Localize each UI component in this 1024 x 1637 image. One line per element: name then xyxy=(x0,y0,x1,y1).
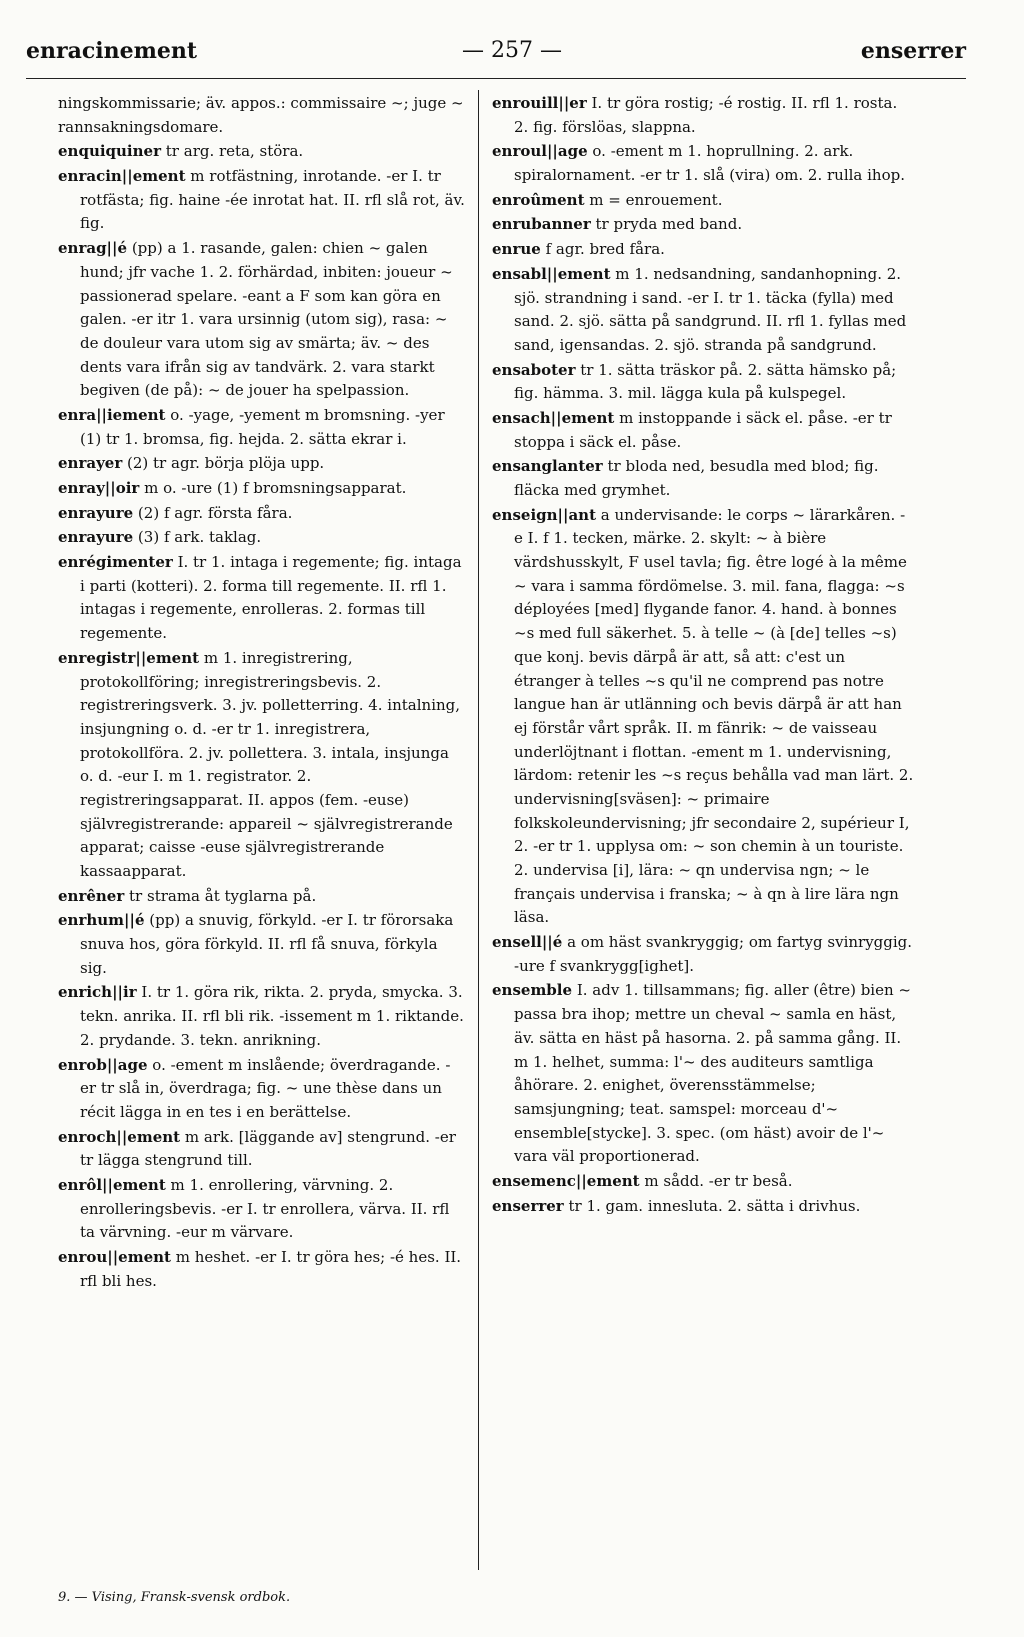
entry-headword: ensabl||ement xyxy=(492,264,611,283)
dictionary-entry xyxy=(492,1170,914,1194)
dictionary-entry xyxy=(58,92,466,139)
dictionary-entry xyxy=(492,213,914,237)
entry-headword: enrue xyxy=(492,240,541,259)
dictionary-entry xyxy=(492,931,914,978)
entry-definition: I. adv 1. tillsammans; fig. aller (être) bien ~ passa bra ihop; mettre un cheval ~ samla en häst, äv. sätta en häst på hasorna. 2. på samma gång. II. m 1. helhet, summa: l'~ des auditeurs samtliga åhörare. 2. enighet, överensstämmelse; samsjungning; teat. samspel: morceau d'~ ensemble[stycke]. 3. spec. (om häst) avoir de l'~ vara väl proportionerad. xyxy=(514,981,911,1166)
entry-headword: ensanglanter xyxy=(492,457,603,476)
entry-definition: m o. -ure (1) f bromsningsapparat. xyxy=(144,479,407,497)
entry-definition: (pp) a 1. rasande, galen: chien ~ galen hund; jfr vache 1. 2. förhärdad, inbiten: joueur ~ passionerad spelare. -eant a F som kan göra en galen. -er itr 1. vara ursinnig (utom sig), rasa: ~ de douleur vara utom sig av smärta; äv. ~ des dents vara ifrån sig av tandvärk. 2. vara starkt begiven (de på): ~ de jouer ha spelpassion. xyxy=(80,239,453,400)
entry-definition: m 1. enrollering, värvning. 2. enrolleringsbevis. -er I. tr enrollera, värva. II. rfl ta värvning. -eur m värvare. xyxy=(80,1175,450,1242)
entry-definition: (pp) a snuvig, förkyld. -er I. tr förorsaka snuva hos, göra förkyld. II. rfl få snuva, förkyla sig. xyxy=(80,911,454,977)
entry-headword: enrayure xyxy=(58,503,134,522)
entry-definition: I. tr 1. intaga i regemente; fig. intaga i parti (kotteri). 2. forma till regemente. II. rfl 1. intagas i regemente, enrolleras. 2. formas till regemente. xyxy=(80,553,462,643)
dictionary-entry xyxy=(492,979,914,1169)
entry-definition: m heshet. -er I. tr göra hes; -é hes. II. rfl bli hes. xyxy=(80,1248,462,1290)
entry-definition: (2) tr agr. börja plöja upp. xyxy=(127,454,325,473)
page-footer: 9. — Vising, Fransk-svensk ordbok. xyxy=(58,1590,291,1605)
page-header xyxy=(0,38,1024,68)
entry-definition: m ark. [läggande av] stengrund. -er tr lägga stengrund till. xyxy=(80,1127,456,1170)
entry-definition: a om häst svankryggig; om fartyg svinryggig. -ure f svankrygg[ighet]. xyxy=(514,933,913,975)
entry-headword: ensemble xyxy=(492,981,573,1000)
entry-definition: tr pryda med band. xyxy=(595,215,743,234)
dictionary-entry xyxy=(58,1054,466,1125)
dictionary-entry xyxy=(492,140,914,187)
entry-definition: tr strama åt tyglarna på. xyxy=(129,886,317,905)
dictionary-entry xyxy=(492,263,914,358)
entry-definition: o. -yage, -yement m bromsning. -yer (1) tr 1. bromsa, fig. hejda. 2. sätta ekrar i. xyxy=(80,405,445,448)
column-divider xyxy=(478,90,479,1570)
entry-definition: m rotfästning, inrotande. -er I. tr rotfästa; fig. haine -ée inrotat hat. II. rfl slå rot, äv. fig. xyxy=(80,167,465,233)
entry-definition: tr 1. gam. innesluta. 2. sätta i drivhus. xyxy=(568,1196,861,1215)
dictionary-entry xyxy=(58,165,466,236)
dictionary-entry xyxy=(58,1174,466,1245)
entry-definition: o. -ement m 1. hoprullning. 2. ark. spiralornament. -er tr 1. slå (vira) om. 2. rulla ihop. xyxy=(514,142,905,185)
entry-headword: enrob||age xyxy=(58,1055,148,1074)
entry-headword: ensach||ement xyxy=(492,408,615,427)
entry-headword: enrag||é xyxy=(58,239,128,258)
entry-headword: enroûment xyxy=(492,190,585,209)
entry-definition: tr bloda ned, besudla med blod; fig. fläcka med grymhet. xyxy=(514,457,879,499)
dictionary-entry xyxy=(58,452,466,476)
entry-headword: enracin||ement xyxy=(58,167,186,186)
entry-headword: enra||iement xyxy=(58,405,166,424)
dictionary-entry xyxy=(58,404,466,451)
dictionary-entry xyxy=(58,237,466,403)
entry-headword: enrouill||er xyxy=(492,94,587,112)
dictionary-entry xyxy=(58,647,466,884)
entry-headword: enrayer xyxy=(58,454,123,473)
entry-definition: tr arg. reta, störa. xyxy=(165,142,304,161)
entry-definition: m sådd. -er tr beså. xyxy=(644,1171,793,1190)
page-number: — 257 — xyxy=(462,38,562,63)
entry-headword: enrich||ir xyxy=(58,983,137,1002)
entry-definition: o. -ement m inslående; överdragande. -er tr slå in, överdraga; fig. ~ une thèse dans un récit lägga in en tes i en berättelse. xyxy=(80,1055,451,1121)
dictionary-entry xyxy=(492,1195,914,1219)
dictionary-entry xyxy=(58,1246,466,1293)
entry-definition: (2) f agr. första fåra. xyxy=(137,503,293,522)
dictionary-entry xyxy=(492,504,914,930)
header-rule xyxy=(26,78,966,79)
dictionary-entry xyxy=(492,238,914,262)
dictionary-entry xyxy=(58,909,466,980)
entry-headword: enrayure xyxy=(58,528,134,547)
entry-headword: enregistr||ement xyxy=(58,648,200,667)
dictionary-entry xyxy=(492,359,914,406)
dictionary-entry xyxy=(58,885,466,909)
dictionary-entry xyxy=(492,189,914,213)
header-first-word: enracinement xyxy=(26,38,198,64)
entry-headword: enrégimenter xyxy=(58,553,173,572)
entry-definition: m 1. nedsandning, sandanhopning. 2. sjö. strandning i sand. -er I. tr 1. täcka (fylla) med sand. 2. sjö. sätta på sandgrund. II. rfl 1. fyllas med sand, igensandas. 2. sjö. stranda på sandgrund. xyxy=(514,264,907,354)
dictionary-entry xyxy=(58,526,466,550)
entry-definition: ningskommissarie; äv. appos.: commissaire ~; juge ~ rannsakningsdomare. xyxy=(58,94,464,136)
dictionary-entry xyxy=(492,407,914,454)
entry-headword: enquiquiner xyxy=(58,142,161,161)
entry-headword: enseign||ant xyxy=(492,505,596,524)
entry-definition: tr 1. sätta träskor på. 2. sätta hämsko på; fig. hämma. 3. mil. lägga kula på kulspegel. xyxy=(514,360,897,403)
entry-headword: enrhum||é xyxy=(58,911,145,930)
entry-headword: ensemenc||ement xyxy=(492,1171,640,1190)
entry-definition: m 1. inregistrering, protokollföring; inregistreringsbevis. 2. registreringsverk. 3. jv. polletterring. 4. intalning, insjungning o. d. -er tr 1. inregistrera, protokollföra. 2. jv. pollettera. 3. intala, insjunga o. d. -eur I. m 1. registrator. 2. registreringsapparat. II. appos (fem. -euse) självregistrerande: appareil ~ självregistrerande apparat; caisse -euse självregistrerande kassaapparat. xyxy=(80,648,461,880)
entry-definition: f agr. bred fåra. xyxy=(545,240,665,259)
entry-definition: I. tr göra rostig; -é rostig. II. rfl 1. rosta. 2. fig. förslöas, slappna. xyxy=(514,94,898,136)
entry-definition: (3) f ark. taklag. xyxy=(137,528,262,547)
entry-headword: enrôl||ement xyxy=(58,1175,166,1194)
entry-headword: enray||oir xyxy=(58,479,140,497)
entry-definition: m = enrouement. xyxy=(589,190,723,209)
dictionary-entry xyxy=(492,92,914,139)
entry-definition: I. tr 1. göra rik, rikta. 2. pryda, smycka. 3. tekn. anrika. II. rfl bli rik. -issement m 1. riktande. 2. prydande. 3. tekn. anrikning. xyxy=(80,983,464,1049)
dictionary-entry xyxy=(58,502,466,526)
entry-headword: enserrer xyxy=(492,1196,564,1215)
entry-definition: m instoppande i säck el. påse. -er tr stoppa i säck el. påse. xyxy=(514,408,892,451)
entry-headword: enrêner xyxy=(58,886,125,905)
dictionary-entry xyxy=(58,140,466,164)
entry-headword: enroch||ement xyxy=(58,1127,181,1146)
dictionary-entry xyxy=(58,981,466,1052)
right-column xyxy=(492,92,914,1219)
entry-headword: ensell||é xyxy=(492,933,563,952)
header-last-word: enserrer xyxy=(860,38,966,64)
entry-headword: enrubanner xyxy=(492,215,591,234)
dictionary-entry xyxy=(58,1126,466,1173)
dictionary-entry xyxy=(58,477,466,501)
entry-headword: enroul||age xyxy=(492,142,588,161)
entry-headword: ensaboter xyxy=(492,360,576,379)
dictionary-entry xyxy=(492,455,914,502)
entry-headword: enrou||ement xyxy=(58,1248,171,1266)
entry-definition: a undervisande: le corps ~ lärarkåren. -e I. f 1. tecken, märke. 2. skylt: ~ à bière värdshusskylt, F usel tavla; fig. être logé à la même ~ vara i samma fördömelse. 3. mil. fana, flagga: ~s déployées [med] flygande fanor. 4. hand. à bonnes ~s med full säkerhet. 5. à telle ~ (à [de] telles ~s) que konj. bevis därpå är att, så att: c'est un étranger à telles ~s qu'il ne comprend pas notre langue han är utlänning och bevis därpå är att han ej förstår vårt språk. II. m fänrik: ~ de vaisseau underlöjtnant i flottan. -ement m 1. undervisning, lärdom: retenir les ~s reçus behålla vad man lärt. 2. undervisning[sväsen]: ~ primaire folkskoleundervisning; jfr secondaire 2, supérieur I, 2. -er tr 1. upplysa om: ~ son chemin à un touriste. 2. undervisa [i], lära: ~ qn undervisa ngn; ~ le français undervisa i franska; ~ à qn à lire lära ngn läsa. xyxy=(514,505,914,927)
left-column xyxy=(58,92,466,1294)
dictionary-entry xyxy=(58,551,466,646)
